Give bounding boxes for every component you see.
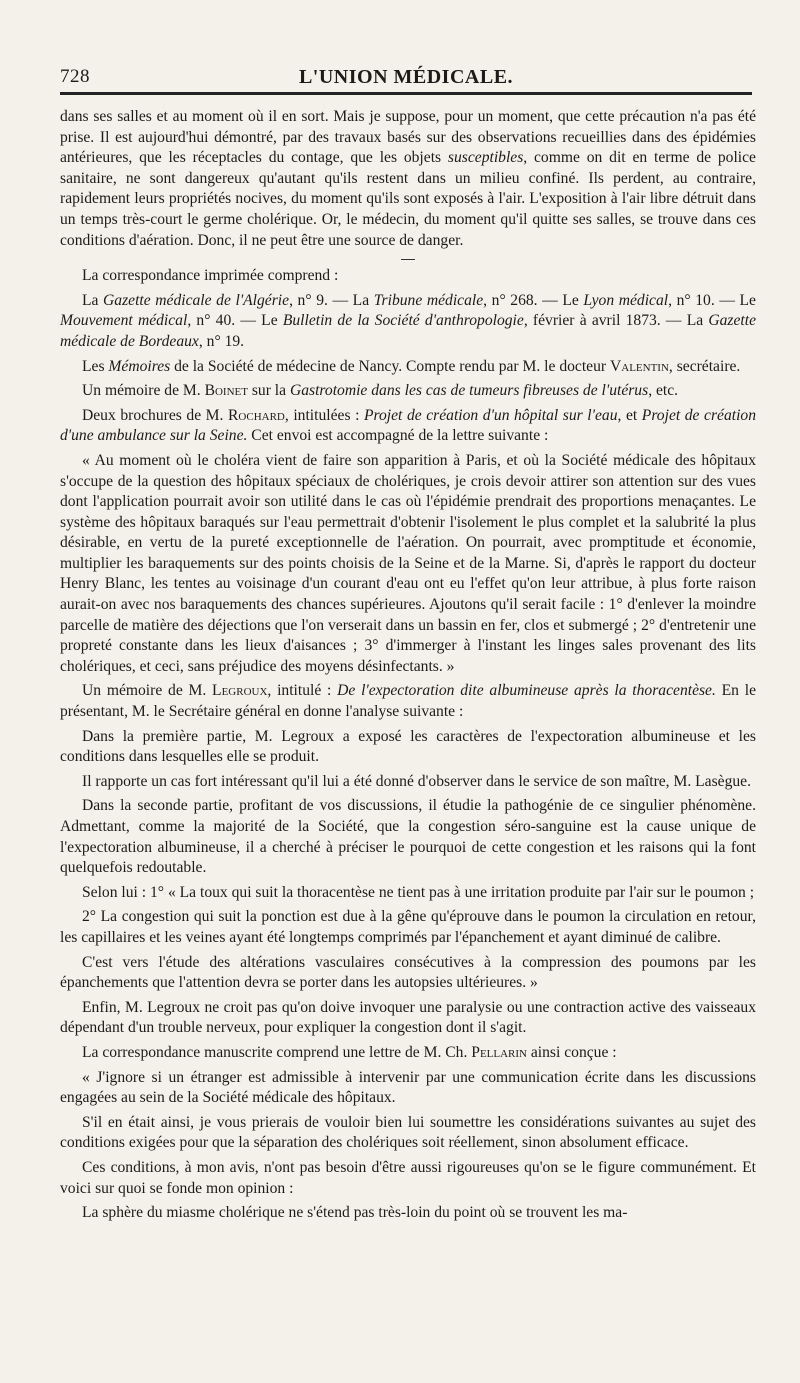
paragraph: La Gazette médicale de l'Algérie, n° 9. — La Tribune médicale, n° 268. — Le Lyon médical, n° 10. — Le Mouvement médical, n° 40. — Le Bulletin de la Société d'anthropologie, février à avril 1873. — La Gazette médicale de Bordeaux, n° 19.	[60, 291, 756, 350]
paragraph: Ces conditions, à mon avis, n'ont pas besoin d'être aussi rigoureuses qu'on se le figure communément. Et voici sur quoi se fonde mon opinion :	[60, 1158, 756, 1197]
paragraph: Enfin, M. Legroux ne croit pas qu'on doive invoquer une paralysie ou une contraction active des vaisseaux dépendant d'un trouble nerveux, pour expliquer la congestion dont il s'agit.	[60, 998, 756, 1037]
paragraph: dans ses salles et au moment où il en sort. Mais je suppose, pour un moment, que cette précaution n'a pas été prise. Il est aujourd'hui démontré, par des travaux basés sur des observations recueillies dans des épidémies antérieures, que les réceptacles du contage, que les objets susceptibles, comme on dit en terme de police sanitaire, ne sont dangereux qu'autant qu'ils restent dans un milieu confiné. Ils perdent, au contraire, rapidement leurs propriétés nocives, du moment qu'ils sont exposés à l'air. L'exposition à l'air libre détruit dans un temps très-court le germe cholérique. Or, le médecin, du moment qu'il quitte ses salles, se trouve dans ces conditions d'aération. Donc, il ne peut être une source de danger.	[60, 108, 756, 249]
running-title: L'UNION MÉDICALE.	[298, 66, 514, 88]
paragraph: La sphère du miasme cholérique ne s'étend pas très-loin du point où se trouvent les ma-	[82, 1204, 628, 1222]
page-number: 728	[60, 66, 90, 87]
paragraph: S'il en était ainsi, je vous prierais de vouloir bien lui soumettre les considérations suivantes au sujet des conditions exigées pour que la séparation des cholériques soit réellement, sinon absolument efficace.	[60, 1113, 756, 1152]
article-body	[60, 107, 756, 1224]
paragraph: Dans la seconde partie, profitant de vos discussions, il étudie la pathogénie de ce singulier phénomène. Admettant, comme la majorité de la Société, que la congestion séro-sanguine est la cause unique de l'expectoration albumineuse, il a cherché à préciser le pourquoi de cette congestion et les raisons qui la font quelquefois redoutable.	[60, 797, 756, 877]
paragraph: Un mémoire de M. Boinet sur la Gastrotomie dans les cas de tumeurs fibreuses de l'utérus, etc.	[82, 382, 679, 400]
paragraph: La correspondance manuscrite comprend une lettre de M. Ch. Pellarin ainsi conçue :	[82, 1043, 617, 1061]
quoted-letter: « Au moment où le choléra vient de faire son apparition à Paris, et où la Société médicale des hôpitaux s'occupe de la question des hôpitaux spéciaux de cholériques, je crois devoir attirer son attention sur des vues dont l'application pourrait avoir son utilité dans le cas où l'épidémie prendrait des proportions menaçantes. Le système des hôpitaux baraqués sur l'eau permettrait d'obtenir l'isolement le plus complet et la salubrité la plus désirable, en vertu de la pureté exceptionnelle de l'aération. On pourrait, avec promptitude et économie, multiplier les baraquements sur des points choisis de la Seine et de la Marne. Si, d'après le rapport du docteur Henry Blanc, les tentes au voisinage d'un courant d'eau ont eu l'effet qu'on leur attribue, à plus forte raison aurait-on avec nos baraquements des chances supérieures. Ajoutons qu'il serait facile : 1° d'enlever la moindre parcelle de matière des déjections que l'on verserait dans un bassin en fer, clos et submergé ; 2° d'entretenir une propreté constante dans les lieux d'aisances ; 3° d'immerger à l'instant les linges sales provenant des lits cholériques, et ceci, sans préjudice des moyens désinfectants. »	[60, 451, 756, 675]
section-divider	[401, 259, 415, 260]
paragraph: Il rapporte un cas fort intéressant qu'il lui a été donné d'observer dans le service de son maître, M. Lasègue.	[82, 772, 751, 790]
paragraph: Un mémoire de M. Legroux, intitulé : De l'expectoration dite albumineuse après la thoracentèse. En le présentant, M. le Secrétaire général en donne l'analyse suivante :	[60, 682, 757, 721]
paragraph: Dans la première partie, M. Legroux a exposé les caractères de l'expectoration albumineuse et les conditions dans lesquelles elle se produit.	[60, 727, 756, 766]
paragraph: « J'ignore si un étranger est admissible à intervenir par une communication écrite dans les discussions engagées au sein de la Société médicale des hôpitaux.	[60, 1068, 756, 1107]
paragraph: 2° La congestion qui suit la ponction est due à la gêne qu'éprouve dans le poumon la circulation en retour, les capillaires et les veines ayant été longtemps comprimés par l'épanchement et ayant diminué de calibre.	[60, 908, 756, 946]
paragraph: La correspondance imprimée comprend :	[82, 267, 339, 285]
paragraph: C'est vers l'étude des altérations vasculaires consécutives à la compression des poumons par les épanchements que l'attention devra se porter dans les autopsies ultérieures. »	[60, 953, 756, 992]
page-header	[60, 62, 752, 95]
paragraph: Les Mémoires de la Société de médecine de Nancy. Compte rendu par M. le docteur Valentin, secrétaire.	[82, 357, 741, 375]
paragraph: Deux brochures de M. Rochard, intitulées : Projet de création d'un hôpital sur l'eau, et Projet de création d'une ambulance sur la Seine. Cet envoi est accompagné de la lettre suivante :	[60, 406, 757, 445]
paragraph: Selon lui : 1° « La toux qui suit la thoracentèse ne tient pas à une irritation produite par l'air sur le poumon ;	[82, 883, 755, 901]
